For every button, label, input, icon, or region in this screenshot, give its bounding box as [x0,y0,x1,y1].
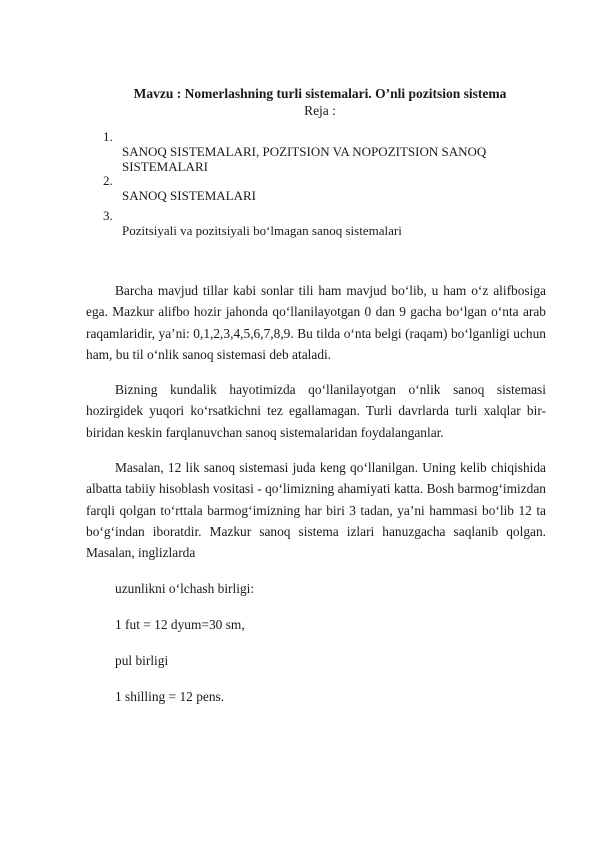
plan-item-text: Pozitsiyali va pozitsiyali bo‘lmagan sanoq sistemalari [122,223,402,238]
paragraph: Barcha mavjud tillar kabi sonlar tili ham mavjud bo‘lib, u ham o‘z alifbosiga ega. Mazkur alifbo hozir jahonda qo‘llanilayotgan 0 dan 9 gacha bo‘lgan o‘nta arab raqamlaridir, ya’ni: 0,1,2,3,4,5,6,7,8,9. Bu tilda o‘nta belgi (raqam) bo‘lganligi uchun ham, bu til o‘nlik sanoq sistemasi deb ataladi. [86,283,546,362]
plan-item-text: SANOQ SISTEMALARI, POZITSION VA NOPOZITSION SANOQ SISTEMALARI [122,144,487,174]
plan-item-number: 1. [103,129,113,144]
paragraph: pul birligi [115,653,169,669]
paragraph: uzunlikni o‘lchash birligi: [115,580,255,596]
paragraph: 1 fut = 12 dyum=30 sm, [115,616,245,632]
plan-item-number: 3. [103,208,113,223]
paragraph: Bizning kundalik hayotimizda qo‘llanilayotgan o‘nlik sanoq sistemasi hozirgidek yuqori ko‘rsatkichni tez egallamagan. Turli davrlarda turli xalqlar bir-biridan keskin farqlanuvchan sanoq sistemalaridan foydalanganlar. [86,382,546,440]
plan-list [103,130,543,238]
paragraph: 1 shilling = 12 pens. [115,689,225,705]
plan-item-text: SANOQ SISTEMALARI [122,188,256,203]
document-subtitle: Reja : [304,103,336,118]
paragraph: Masalan, 12 lik sanoq sistemasi juda keng qo‘llanilgan. Uning kelib chiqishida albatta tabiiy hisoblash vositasi - qo‘limizning ahamiyati katta. Bosh barmog‘imizdan farqli qolgan to‘rttala barmog‘imizning har biri 3 tadan, ya’ni hammasi bo‘lib 12 ta bo‘g‘indan iboratdir. Mazkur sanoq sistema izlari hanuzgacha saqlanib qolgan. Masalan, inglizlarda [86,460,546,561]
document-title: Mavzu : Nomerlashning turli sistemalari. O’nli pozitsion sistema [133,86,507,101]
plan-item-number: 2. [103,173,113,188]
body-text [86,280,546,723]
